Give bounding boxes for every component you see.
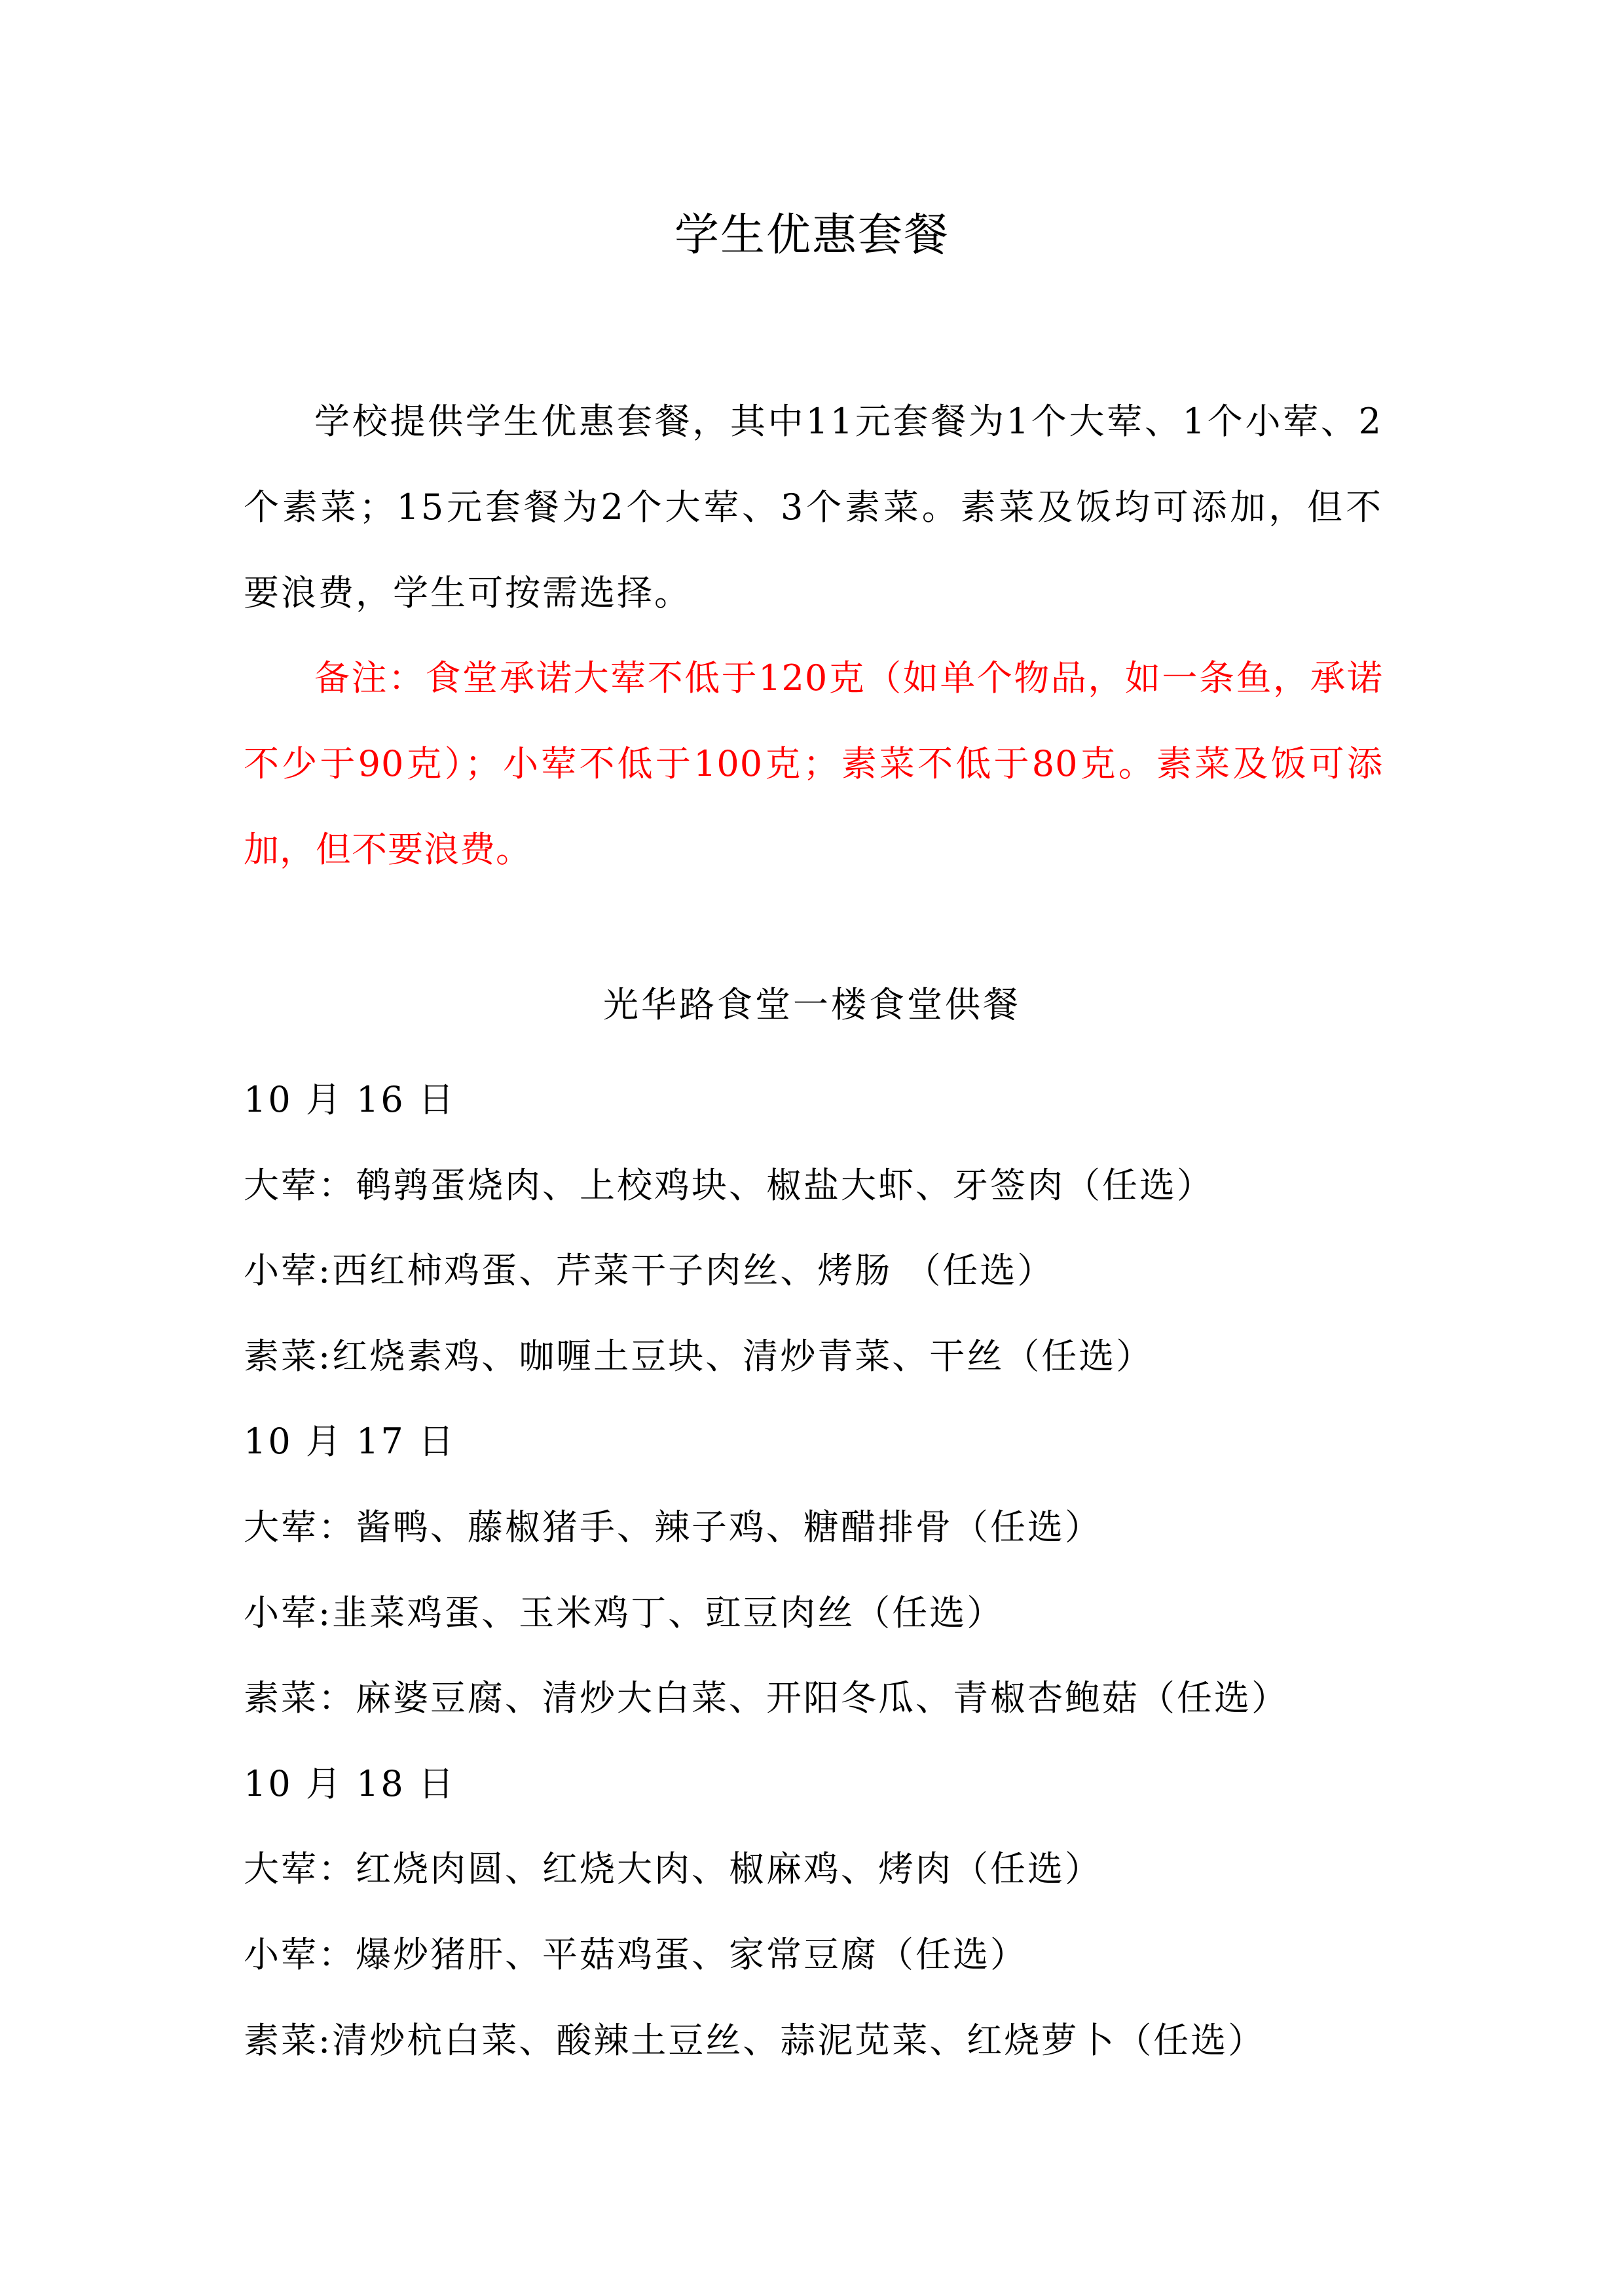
section-title: 光华路食堂一楼食堂供餐 <box>603 984 1021 1025</box>
menu-date-oct18: 10 月 18 日 <box>244 1762 456 1804</box>
menu-date-oct17: 10 月 17 日 <box>244 1421 456 1463</box>
menu-item-vegetable: 素菜:红烧素鸡、咖喱土豆块、清炒青菜、干丝（任选） <box>244 1335 1154 1377</box>
menu-item-vegetable: 素菜：麻婆豆腐、清炒大白菜、开阳冬瓜、青椒杏鲍菇（任选） <box>244 1677 1289 1719</box>
menu-item-small-meat: 小荤：爆炒猪肝、平菇鸡蛋、家常豆腐（任选） <box>244 1933 1027 1975</box>
menu-item-large-meat: 大荤：鹌鹑蛋烧肉、上校鸡块、椒盐大虾、牙签肉（任选） <box>244 1164 1214 1206</box>
menu-item-small-meat: 小荤:韭菜鸡蛋、玉米鸡丁、豇豆肉丝（任选） <box>244 1592 1005 1633</box>
menu-date-oct16: 10 月 16 日 <box>244 1079 456 1120</box>
document-title: 学生优惠套餐 <box>674 210 950 261</box>
menu-item-large-meat: 大荤：红烧肉圆、红烧大肉、椒麻鸡、烤肉（任选） <box>244 1848 1102 1890</box>
note-paragraph: 备注：食堂承诺大荤不低于120克（如单个物品，如一条鱼，承诺不少于90克）；小荤不低于100克；素菜不低于80克。素菜及饭可添加，但不要浪费。 <box>244 657 1383 870</box>
menu-list <box>244 1057 1422 2083</box>
menu-item-vegetable: 素菜:清炒杭白菜、酸辣土豆丝、蒜泥苋菜、红烧萝卜（任选） <box>244 2019 1266 2061</box>
menu-item-large-meat: 大荤：酱鸭、藤椒猪手、辣子鸡、糖醋排骨（任选） <box>244 1506 1102 1548</box>
menu-item-small-meat: 小荤:西红柿鸡蛋、芹菜干子肉丝、烤肠 （任选） <box>244 1250 1055 1292</box>
intro-paragraph: 学校提供学生优惠套餐，其中11元套餐为1个大荤、1个小荤、2个素菜；15元套餐为2个大荤、3个素菜。素菜及饭均可添加，但不要浪费，学生可按需选择。 <box>244 401 1383 613</box>
